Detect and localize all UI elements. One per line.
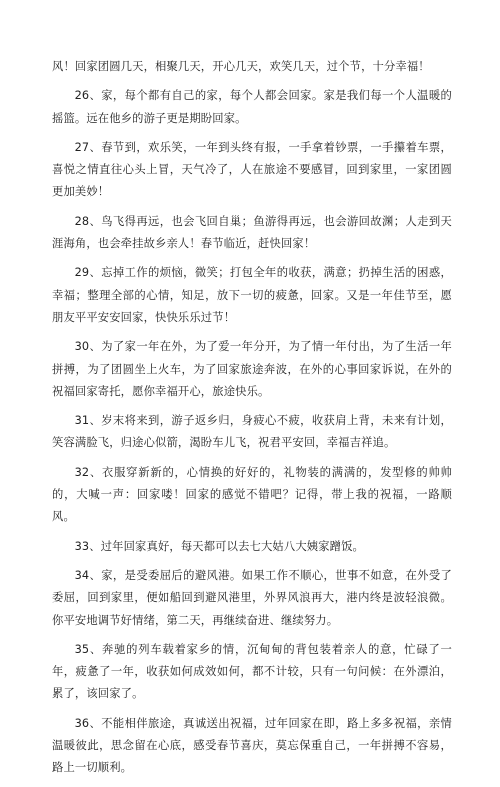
paragraph-25-continuation: 风！回家团圆几天，相聚几天，开心几天，欢笑几天，过个节，十分幸福！ — [52, 60, 430, 73]
paragraph-29: 29、忘掉工作的烦恼，微笑；打包全年的收获，满意；扔掉生活的困惑，幸福；整理全部的心情，知足，放下一切的疲惫，回家。又是一年佳节至，愿朋友平平安安回家，快快乐乐过节！ — [52, 266, 452, 324]
paragraph-36: 36、不能相伴旅途，真诚送出祝福，过年回家在即，路上多多祝福，亲情温暖彼此，思念留在心底，感受春节喜庆，莫忘保重自己，一年拼搏不容易，路上一切顺利。 — [52, 716, 452, 775]
paragraph-28: 28、鸟飞得再远，也会飞回自巢；鱼游得再远，也会游回故渊；人走到天涯海角，也会牵挂故乡亲人！春节临近，赶快回家！ — [52, 214, 452, 251]
paragraph-26: 26、家，每个都有自己的家，每个人都会回家。家是我们每一个人温暖的摇篮。远在他乡的游子更是期盼回家。 — [52, 89, 452, 125]
paragraph-33: 33、过年回家真好，每天都可以去七大姑八大姨家蹭饭。 — [74, 539, 364, 553]
paragraph-32: 32、衣服穿新新的，心情换的好好的，礼物装的满满的，发型修的帅帅的，大喊一声：回家喽！回家的感觉不错吧？记得，带上我的祝福，一路顺风。 — [52, 465, 452, 524]
paragraph-31: 31、岁末将来到，游子返乡归，身疲心不疲，收获肩上背，未来有计划，笑容满脸飞，归途心似箭，渴盼车儿飞，祝君平安回，幸福吉祥追。 — [52, 414, 452, 450]
paragraph-30: 30、为了家一年在外，为了爱一年分开，为了情一年付出，为了生活一年拼搏，为了团圆坐上火车，为了回家旅途奔波，在外的心事回家诉说，在外的祝福回家寄托，愿你幸福开心，旅途快乐。 — [52, 340, 452, 398]
paragraph-35: 35、奔驰的列车载着家乡的情，沉甸甸的背包装着亲人的意，忙碌了一年，疲惫了一年，收获如何成效如何，都不计较，只有一句问候：在外漂泊，累了，该回家了。 — [52, 642, 452, 701]
document-body — [52, 56, 452, 787]
paragraph-34: 34、家，是受委屈后的避风港。如果工作不顺心，世事不如意，在外受了委屈，回到家里，便如船回到避风港里，外界风浪再大，港内终是波轻浪微。你平安地调节好情绪，第二天，再继续奋进、继续努力。 — [52, 568, 452, 627]
paragraph-27: 27、春节到，欢乐笑，一年到头终有报，一手拿着钞票，一手攥着车票，喜悦之情直往心头上冒，天气冷了，人在旅途不要感冒，回到家里，一家团圆更加美妙！ — [52, 140, 452, 199]
